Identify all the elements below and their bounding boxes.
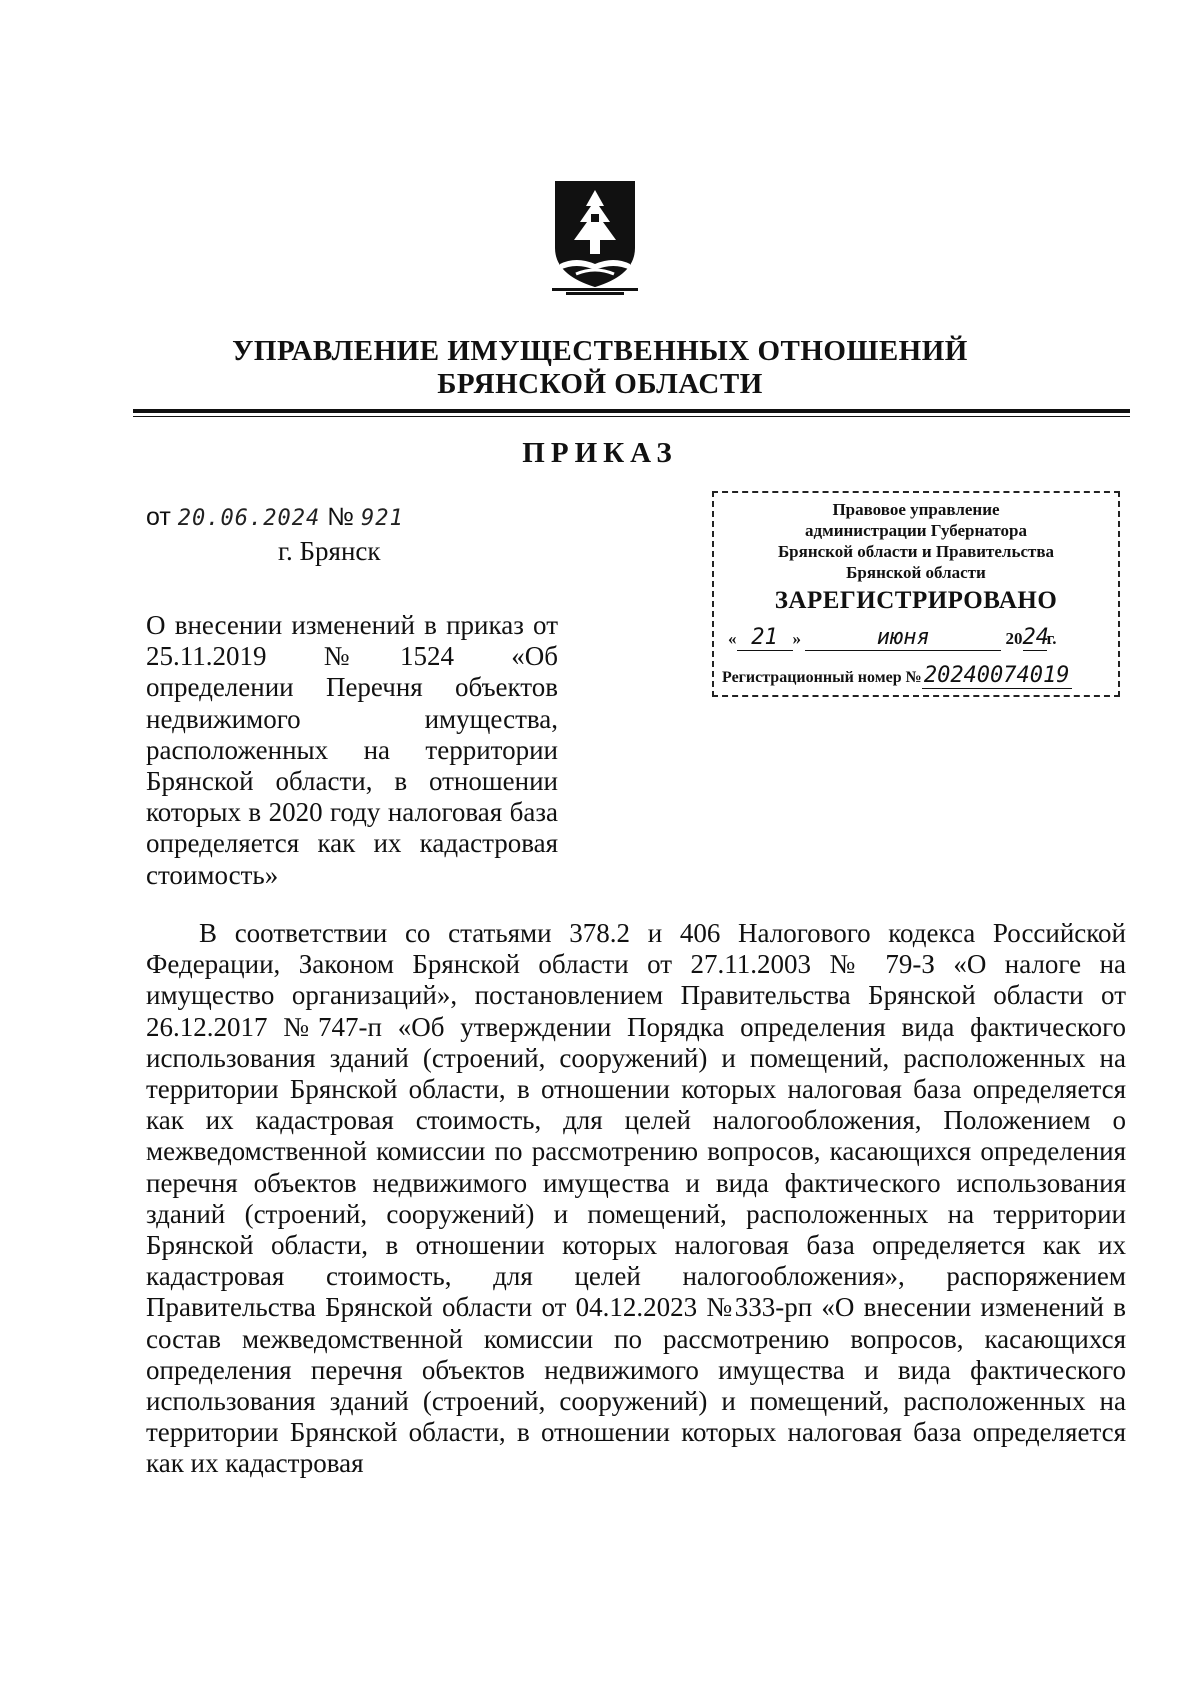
header-divider-thick	[133, 409, 1130, 413]
stamp-status: ЗАРЕГИСТРИРОВАНО	[774, 587, 1058, 614]
stamp-line-4: Брянской области	[846, 563, 986, 582]
stamp-line-1: Правовое управление	[832, 500, 1000, 519]
stamp-day: 21	[751, 625, 778, 650]
coat-of-arms-icon	[546, 178, 644, 296]
date-prefix: от	[146, 503, 171, 531]
stamp-quote-close: »	[792, 629, 801, 648]
stamp-registration-number	[722, 663, 1114, 689]
stamp-line-2: администрации Губернатора	[805, 521, 1027, 540]
header-divider-thin	[133, 416, 1130, 417]
document-type: ПРИКАЗ	[522, 437, 678, 469]
handwritten-date: 20.06.2024	[177, 506, 321, 531]
stamp-year-suffix: 24	[1022, 625, 1049, 650]
document-body: В соответствии со статьями 378.2 и 406 Налогового кодекса Российской Федерации, Законом Брянской области от 27.11.2003 № 79-З «О налоге на имущество организаций», постановлением Правительства Брянской области от 26.12.2017 №747-п «Об утверждении Порядка определения вида фактического использования зданий (строений, сооружений) и помещений, расположенных на территории Брянской области, в отношении которых налоговая база определяется как их кадастровая стоимость, для целей налогообложения, Положением о межведомственной комиссии по рассмотрению вопросов, касающихся определения перечня объектов недвижимого имущества и вида фактического использования зданий (строений, сооружений) и помещений, расположенных на территории Брянской области, в отношении которых налоговая база определяется как их кадастровая стоимость, для целей налогообложения», распоряжением Правительства Брянской области от 04.12.2023 №333-рп «О внесении изменений в состав межведомственной комиссии по рассмотрению вопросов, касающихся определения перечня объектов недвижимого имущества и вида фактического использования зданий (строений, сооружений) и помещений, расположенных на территории Брянской области, в отношении которых налоговая база определяется как их кадастровая	[146, 918, 1126, 1479]
stamp-reg-label: Регистрационный номер №	[722, 669, 922, 686]
registration-stamp	[712, 491, 1120, 697]
organization-name-line2: БРЯНСКОЙ ОБЛАСТИ	[437, 368, 763, 400]
stamp-quote-open: «	[728, 629, 737, 648]
stamp-line-3: Брянской области и Правительства	[777, 542, 1055, 561]
organization-name-line1: УПРАВЛЕНИЕ ИМУЩЕСТВЕННЫХ ОТНОШЕНИЙ	[232, 335, 968, 367]
handwritten-number: 921	[360, 506, 404, 531]
stamp-year-prefix: 20	[1005, 629, 1023, 648]
stamp-month: июня	[876, 625, 930, 650]
stamp-year-unit: г.	[1046, 629, 1057, 648]
number-prefix: №	[327, 503, 354, 531]
stamp-reg-value: 20240074019	[923, 663, 1070, 688]
document-date-line	[146, 503, 404, 532]
stamp-date	[728, 625, 1108, 651]
document-city: г. Брянск	[278, 536, 381, 566]
organization-name	[120, 335, 1080, 401]
document-subject: О внесении изменений в приказ от 25.11.2019 №1524 «Об определении Перечня объектов недвижимого имущества, расположенных на территории Брянской области, в отношении которых в 2020 году налоговая база определяется как их кадастровая стоимость»	[146, 610, 558, 890]
